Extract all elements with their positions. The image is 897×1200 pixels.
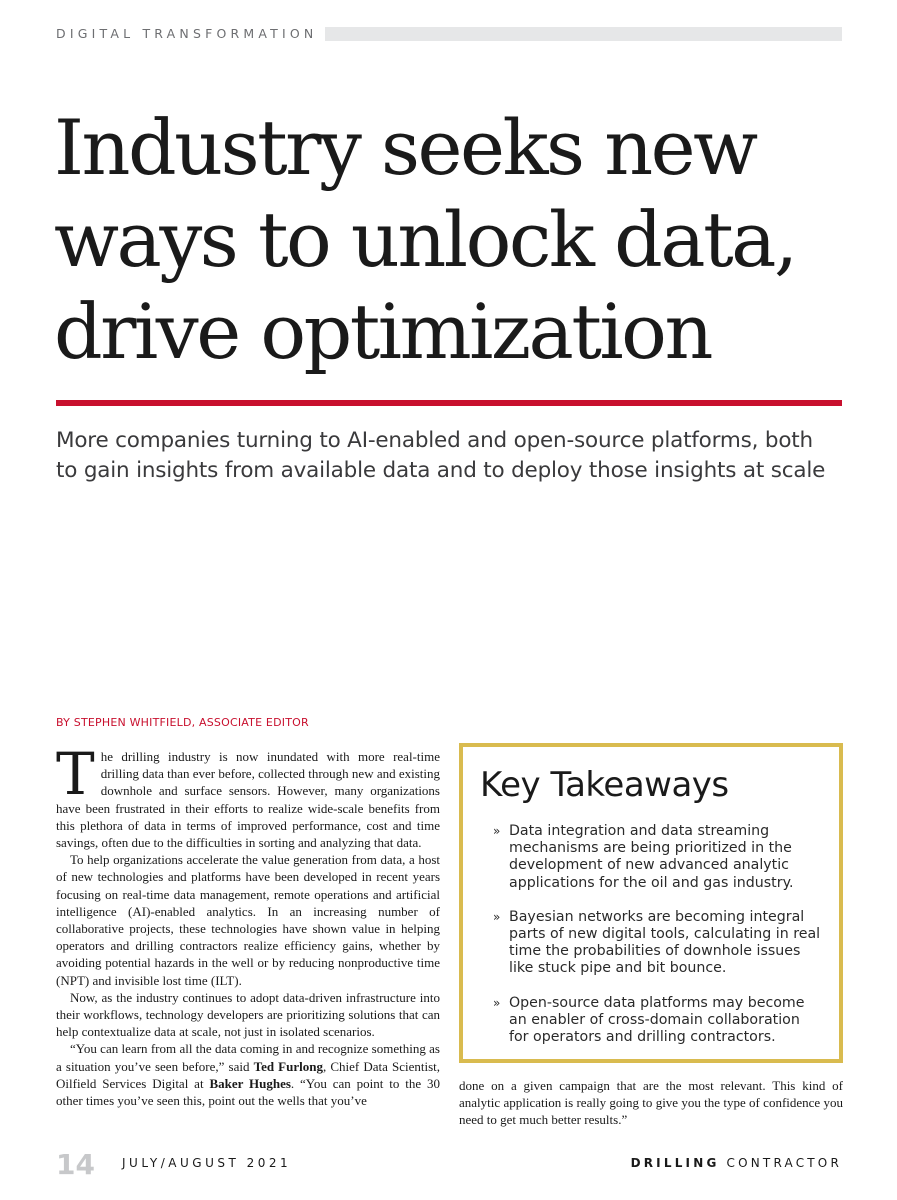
chevron-bullet-icon: » — [493, 909, 501, 924]
page-number: 14 — [56, 1148, 95, 1181]
key-takeaways-list — [493, 823, 823, 1063]
headline-line-1: Industry seeks new — [54, 103, 756, 192]
issue-date: JULY/AUGUST 2021 — [122, 1156, 292, 1170]
deck-line-1: More companies turning to AI-enabled and open-source platforms, both — [56, 428, 813, 453]
body-paragraph-2: To help organizations accelerate the value generation from data, a host of new technologies and platforms have been developed in recent years focusing on real-time data management, remote operations and artificial intelligence (AI)-enabled analytics. In an increasing number of collaborative projects, these technologies have shown value in helping operators and drilling contractors realize efficiency gains, whether by avoiding potential hazards in the well or by reducing nonproductive time (NPT) and invisible lost time (ILT). — [56, 852, 440, 988]
section-header — [56, 26, 842, 42]
chevron-bullet-icon: » — [493, 995, 501, 1010]
headline-rule — [56, 400, 842, 406]
body-paragraph-1 — [56, 740, 441, 851]
body-paragraph-3: Now, as the industry continues to adopt data-driven infrastructure into their workflows, technology developers are prioritizing solutions that can help contextualize data at scale, not just in isolated scenarios. — [56, 989, 440, 1040]
page-footer — [56, 1148, 842, 1181]
key-takeaways-box — [459, 743, 843, 1063]
takeaway-text: Data integration and data streaming mechanisms are being prioritized in the development of new advanced analytic applications for the oil and gas industry. — [509, 823, 794, 891]
chevron-bullet-icon: » — [493, 824, 501, 838]
headline-line-3: drive optimization — [54, 287, 711, 376]
company-name: Baker Hughes — [209, 1075, 291, 1091]
quote-text-b: , Chief Data Scientist, Oilfield Services Digital at — [56, 1058, 441, 1091]
quote-text-a: “You can learn from all the data coming in and recognize something as a situation you’ve seen before,” said — [56, 1041, 440, 1074]
section-label: DIGITAL TRANSFORMATION — [56, 26, 325, 42]
publication-name-rest: CONTRACTOR — [719, 1156, 842, 1170]
person-name: Ted Furlong — [253, 1058, 323, 1074]
key-takeaways-title: Key Takeaways — [480, 765, 729, 805]
body-paragraph-1-text: he drilling industry is now inundated with more real-time drilling data than ever before, collected through new and existing downhole and surface sensors. However, many organizations have been frustrated in their efforts to realize wide-scale benefits from this plethora of data in terms of improved performance, cost and time savings, often due to the difficulties in sorting and analyzing that data. — [56, 749, 441, 851]
article-column-right: done on a given campaign that are the most relevant. This kind of analytic application is really going to give you the type of confidence you need to get much better results.” — [459, 1078, 843, 1128]
section-rule — [324, 27, 842, 41]
deck-line-2: to gain insights from available data and to deploy those insights at scale — [56, 458, 826, 483]
deck — [56, 426, 856, 486]
takeaway-text: Open-source data platforms may become an enabler of cross-domain collaboration for operators and drilling contractors. — [509, 994, 805, 1046]
takeaway-item — [493, 823, 823, 892]
takeaway-item — [493, 909, 823, 978]
takeaway-text: Bayesian networks are becoming integral parts of new digital tools, calculating in real time the probabilities of downhole issues like stuck pipe and bit bounce. — [509, 908, 821, 977]
byline: BY STEPHEN WHITFIELD, ASSOCIATE EDITOR — [56, 716, 309, 729]
publication-name-bold: DRILLING — [630, 1156, 720, 1170]
headline — [54, 102, 854, 378]
quote-text-c: . “You can point to the 30 other times you’ve seen this, point out the wells that you’ve — [56, 1075, 440, 1109]
publication-name — [631, 1156, 842, 1170]
drop-cap: T — [56, 740, 95, 808]
body-paragraph-4 — [56, 1040, 440, 1109]
article-column-left — [56, 740, 441, 1109]
takeaway-item — [493, 995, 823, 1047]
headline-line-2: ways to unlock data, — [54, 195, 796, 284]
